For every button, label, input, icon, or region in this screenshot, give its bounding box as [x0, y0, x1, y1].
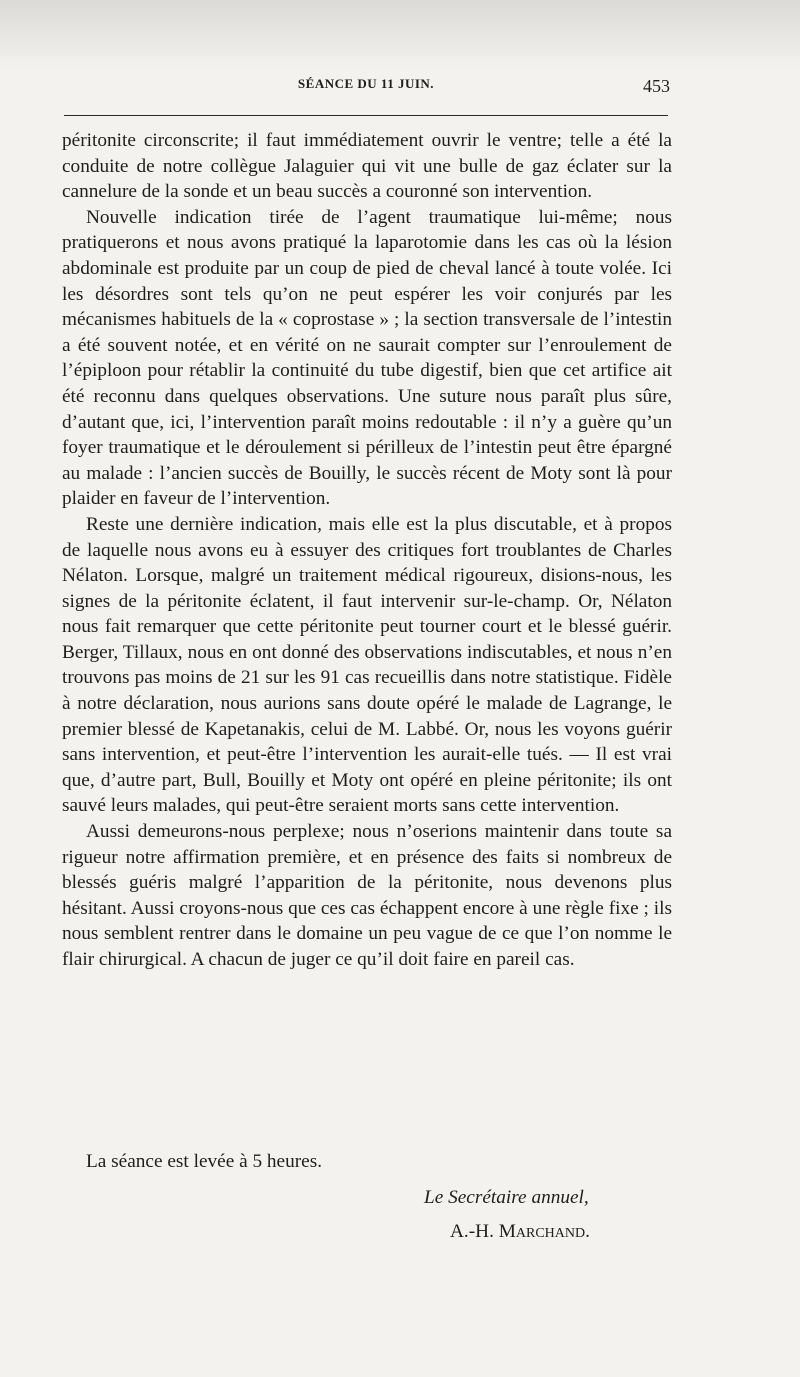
- paragraph-traumatic-agent: Nouvelle indication tirée de l’agent traumatique lui-même; nous pratiquerons et nous avons pratiqué la laparotomie dans les cas où la lésion abdominale est produite par un coup de pied de cheval lancé à toute volée. Ici les désordres sont tels qu’on ne peut espérer les voir conjurés par les mécanismes habituels de la « coprostase » ; la section transversale de l’intestin a été souvent notée, et en vérité on ne saurait compter sur l’enroulement de l’épiploon pour rétablir la continuité du tube digestif, bien que cet artifice ait été reconnu dans quelques observations. Une suture nous paraît plus sûre, d’autant que, ici, l’intervention paraît moins redoutable : il n’y a guère qu’un foyer traumatique et le déroulement si périlleux de l’intestin peut être épargné au malade : l’ancien succès de Bouilly, le succès récent de Moty sont là pour plaider en faveur de l’intervention.: [62, 206, 672, 510]
- page-edge-shadow: [0, 0, 800, 70]
- running-head: SÉANCE DU 11 JUIN.: [297, 76, 435, 91]
- paragraph-continuation: péritonite circonscrite; il faut immédiatement ouvrir le ventre; telle a été la conduite de notre collègue Jalaguier qui vit une bulle de gaz éclater sur la cannelure de la sonde et un beau succès a couronné son intervention.: [62, 130, 672, 203]
- signature-title: Le Secrétaire annuel,: [424, 1187, 589, 1208]
- page-header: [62, 76, 670, 102]
- closing-block: [62, 1148, 672, 1246]
- adjournment-line: La séance est levée à 5 heures.: [86, 1151, 323, 1172]
- header-rule: [64, 115, 668, 116]
- paragraph-conclusion: Aussi demeurons-nous perplexe; nous n’oserions maintenir dans toute sa rigueur notre affirmation première, et en présence des faits si nombreux de blessés guéris malgré l’apparition de la péritonite, nous devenons plus hésitant. Aussi croyons-nous que ces cas échappent encore à une règle fixe ; ils nous semblent rentrer dans le domaine un peu vague de ce que l’on nomme le flair chirurgical. A chacun de juger ce qu’il doit faire en pareil cas.: [62, 821, 672, 970]
- paragraph-last-indication: Reste une dernière indication, mais elle est la plus discutable, et à propos de laquelle nous avons eu à essuyer des critiques fort troublantes de Charles Nélaton. Lorsque, malgré un traitement médical rigoureux, disions-nous, les signes de la péritonite éclatent, il faut intervenir sur-le-champ. Or, Nélaton nous fait remarquer que cette péritonite peut tourner court et le blessé guérir. Berger, Tillaux, nous en ont donné des observations indiscutables, et nous n’en trouvons pas moins de 21 sur les 91 cas recueillis dans notre statistique. Fidèle à notre déclaration, nous aurions sans doute opéré le malade de Lagrange, le premier blessé de Kapetanakis, celui de M. Labbé. Or, nous les voyons guérir sans intervention, et peut-être l’intervention les aurait-elle tués. — Il est vrai que, d’autre part, Bull, Bouilly et Moty ont opéré en pleine péritonite; ils ont sauvé leurs malades, qui peut-être seraient morts sans cette intervention.: [62, 513, 672, 817]
- signature-name: A.-H. Marchand.: [450, 1221, 590, 1242]
- page-number: 453: [643, 76, 670, 96]
- body-text: [62, 128, 672, 973]
